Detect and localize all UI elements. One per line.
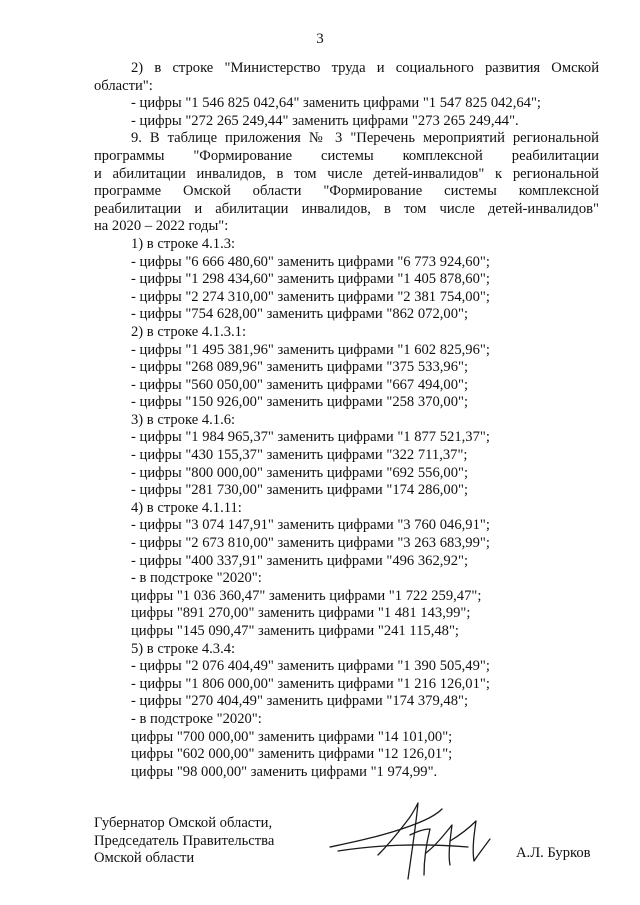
text-line: - цифры "754 628,00" заменить цифрами "862 072,00"; (131, 306, 469, 323)
text-line: - цифры "2 076 404,49" заменить цифрами "1 390 505,49"; (131, 658, 490, 675)
text-line: - цифры "3 074 147,91" заменить цифрами "3 760 046,91"; (131, 517, 490, 534)
text-line: цифры "700 000,00" заменить цифрами "14 101,00"; (131, 728, 453, 745)
text-line: - цифры "150 926,00" заменить цифрами "258 370,00"; (131, 394, 469, 411)
signature-block (94, 815, 274, 868)
signatory-title-line-1: Губернатор Омской области, (94, 815, 273, 831)
text-line: - цифры "1 806 000,00" заменить цифрами "1 216 126,01"; (131, 675, 490, 692)
page-number: 3 (316, 31, 324, 47)
text-line: - цифры "1 298 434,60" заменить цифрами "1 405 878,60"; (131, 271, 490, 288)
text-line: - цифры "400 337,91" заменить цифрами "496 362,92"; (131, 552, 469, 569)
text-line: 2) в строке "Министерство труда и социального развития Омской (131, 60, 599, 76)
text-line: - цифры "1 495 381,96" заменить цифрами "1 602 825,96"; (131, 341, 490, 358)
text-line: 2) в строке 4.1.3.1: (131, 323, 247, 340)
text-line: цифры "602 000,00" заменить цифрами "12 126,01"; (131, 746, 453, 763)
text-line: программы "Формирование системы комплексной реабилитации (94, 147, 599, 164)
text-line: на 2020 – 2022 годы": (94, 218, 229, 235)
text-line: области": (94, 77, 153, 94)
signatory-title-line-2: Председатель Правительства (94, 832, 275, 849)
document-body (94, 60, 599, 781)
text-line: 9. В таблице приложения № 3 "Перечень мероприятий региональной (131, 130, 599, 147)
text-line: реабилитации и абилитации инвалидов, в том числе детей-инвалидов" (94, 200, 599, 217)
signatory-title-line-3: Омской области (94, 850, 195, 867)
text-line: 5) в строке 4.3.4: (131, 640, 236, 657)
text-line: - цифры "268 089,96" заменить цифрами "375 533,96"; (131, 359, 469, 376)
text-line: и абилитации инвалидов, в том числе детей-инвалидов" к региональной (94, 165, 599, 182)
text-line: - цифры "270 404,49" заменить цифрами "174 379,48"; (131, 693, 469, 710)
text-line: - в подстроке "2020": (131, 570, 262, 587)
text-line: - цифры "560 050,00" заменить цифрами "667 494,00"; (131, 376, 469, 393)
text-line: - цифры "6 666 480,60" заменить цифрами "6 773 924,60"; (131, 253, 490, 270)
handwritten-signature (318, 795, 508, 885)
text-line: цифры "98 000,00" заменить цифрами "1 974,99". (131, 763, 438, 780)
text-line: - в подстроке "2020": (131, 710, 262, 727)
text-line: - цифры "800 000,00" заменить цифрами "692 556,00"; (131, 464, 469, 481)
text-line: - цифры "1 546 825 042,64" заменить цифрами "1 547 825 042,64"; (131, 95, 541, 112)
text-line: - цифры "281 730,00" заменить цифрами "174 286,00"; (131, 482, 469, 499)
text-line: - цифры "1 984 965,37" заменить цифрами "1 877 521,37"; (131, 429, 490, 446)
signatory-name: А.Л. Бурков (516, 845, 591, 861)
text-line: 4) в строке 4.1.11: (131, 499, 242, 516)
text-line: 1) в строке 4.1.3: (131, 235, 236, 252)
text-line: - цифры "2 673 810,00" заменить цифрами "3 263 683,99"; (131, 535, 490, 552)
text-line: цифры "145 090,47" заменить цифрами "241 115,48"; (131, 623, 459, 639)
text-line: - цифры "430 155,37" заменить цифрами "322 711,37"; (131, 447, 468, 464)
text-line: - цифры "2 274 310,00" заменить цифрами "2 381 754,00"; (131, 288, 490, 305)
text-line: программе Омской области "Формирование системы комплексной (94, 183, 599, 200)
text-line: цифры "891 270,00" заменить цифрами "1 481 143,99"; (131, 605, 471, 622)
text-line: 3) в строке 4.1.6: (131, 411, 236, 428)
text-line: цифры "1 036 360,47" заменить цифрами "1 722 259,47"; (131, 587, 482, 604)
text-line: - цифры "272 265 249,44" заменить цифрами "273 265 249,44". (131, 112, 519, 129)
